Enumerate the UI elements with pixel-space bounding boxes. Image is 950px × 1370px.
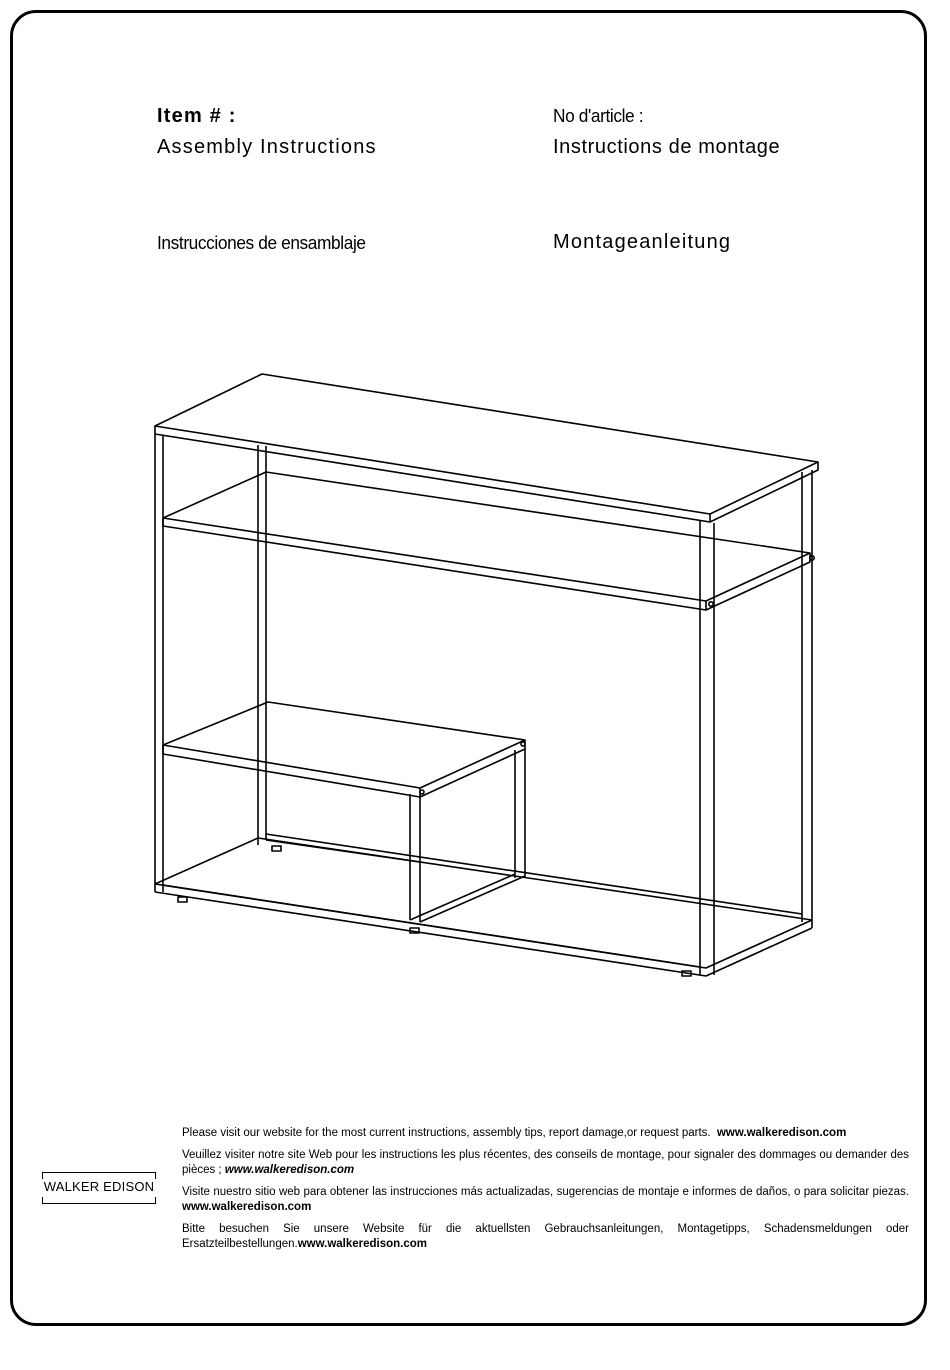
footer-de-text: Bitte besuchen Sie unsere Website für die aktuellsten Gebrauchsanleitungen, Montagetipps, Schadensmeldungen oder Ersatzteilbestellungen. <box>182 1223 909 1250</box>
footer-es-url[interactable]: www.walkeredison.com <box>182 1201 312 1213</box>
footer-en-text: Please visit our website for the most current instructions, assembly tips, report damage,or request parts. <box>182 1127 711 1139</box>
title-assembly-es: Instrucciones de ensamblaje <box>157 233 366 253</box>
footer-de-url[interactable]: www.walkeredison.com <box>297 1238 428 1250</box>
footer-fr <box>182 1148 909 1178</box>
footer-de <box>182 1222 909 1252</box>
item-number-label: Item # : <box>157 105 237 127</box>
table-top <box>155 374 818 514</box>
footer-fr-url[interactable]: www.walkeredison.com <box>224 1164 355 1176</box>
lower-step-shelf <box>163 702 525 788</box>
footer-notices <box>182 1126 909 1259</box>
title-assembly-fr: Instructions de montage <box>553 136 781 158</box>
title-assembly-de: Montageanleitung <box>553 231 732 253</box>
logo-bracket-top <box>42 1172 156 1179</box>
item-number-label-fr: No d'article : <box>553 106 644 126</box>
logo-text: WALKER EDISON <box>43 1179 155 1194</box>
footer-es <box>182 1185 909 1215</box>
logo-bracket-bottom <box>42 1197 156 1204</box>
footer-es-text: Visite nuestro sitio web para obtener las instrucciones más actualizadas, sugerencias de montaje e informes de daños, o para solicitar piezas. <box>182 1186 909 1198</box>
walker-edison-logo <box>40 1172 158 1204</box>
upper-shelf <box>163 472 810 601</box>
footer-en <box>182 1126 909 1141</box>
title-assembly-en: Assembly Instructions <box>157 136 377 158</box>
footer-en-url[interactable]: www.walkeredison.com <box>716 1127 847 1139</box>
console-table-icon <box>145 365 825 985</box>
table-top-edge <box>155 426 818 522</box>
footer-fr-text: Veuillez visiter notre site Web pour les instructions les plus récentes, des conseils de montage, pour signaler des dommages ou demander des pièces ; <box>182 1149 909 1176</box>
